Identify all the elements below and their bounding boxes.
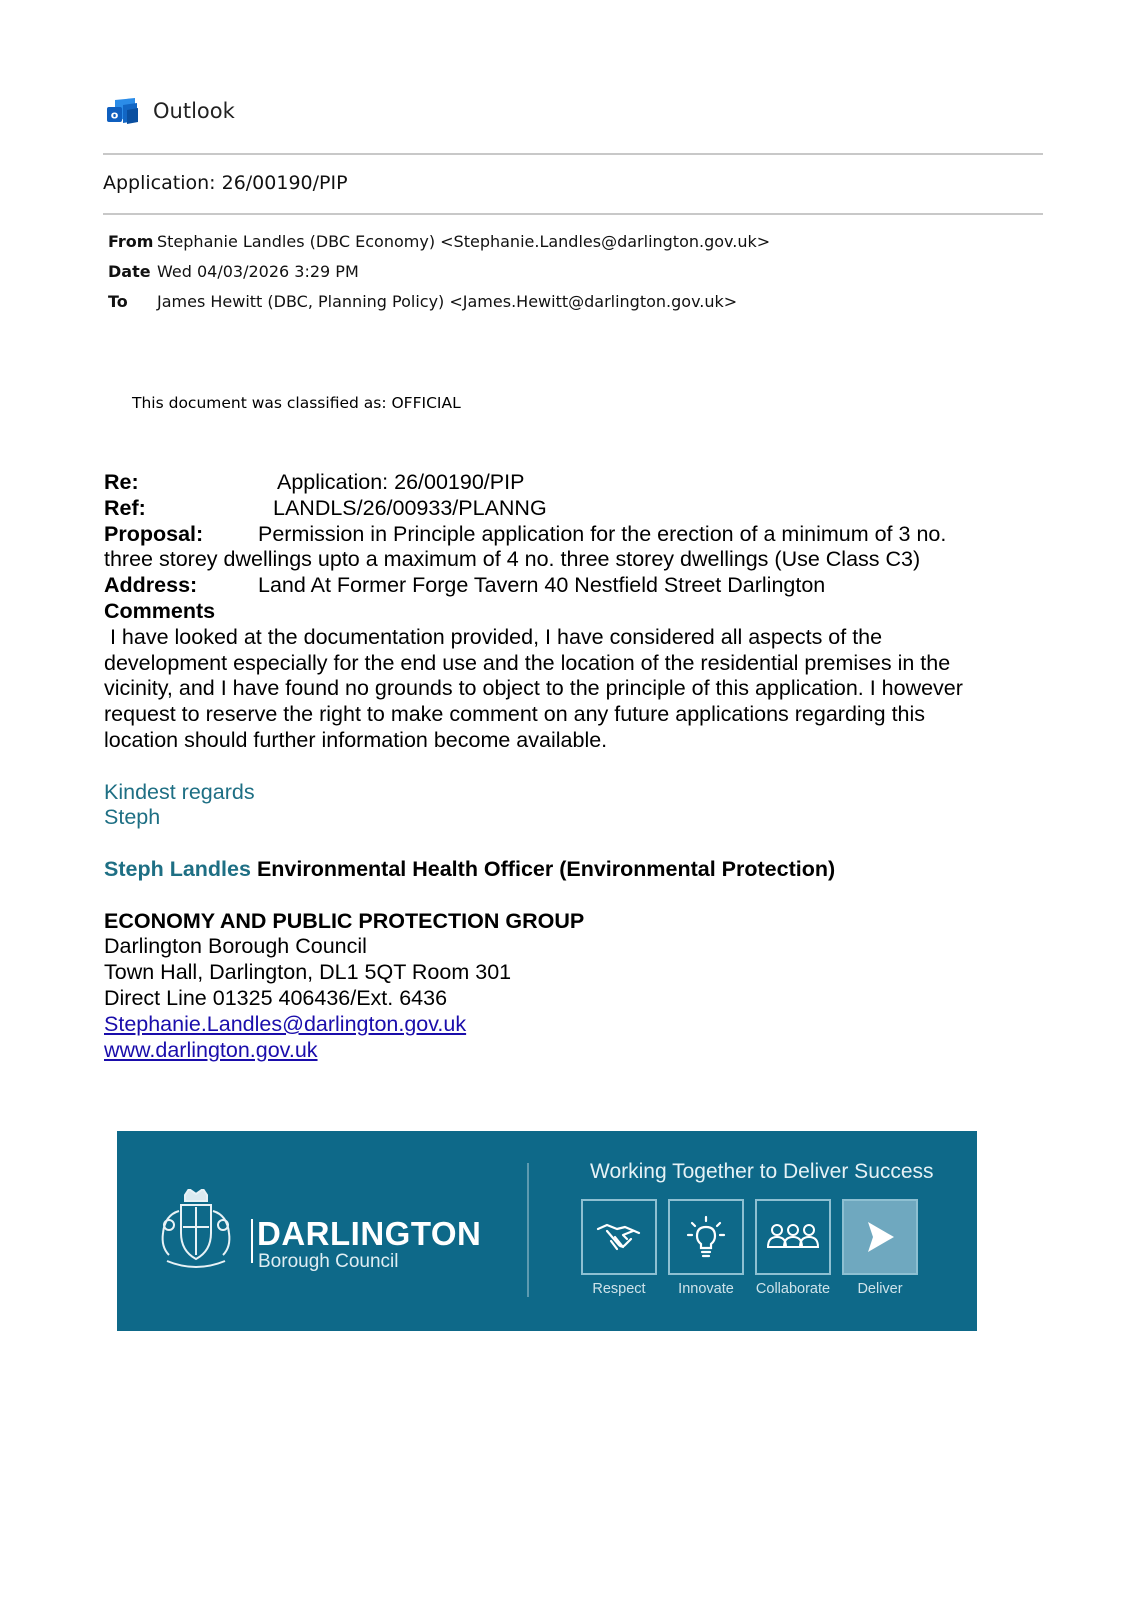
signature-name: Steph Landles — [104, 856, 251, 881]
address-value: Land At Former Forge Tavern 40 Nestfield Street Darlington — [258, 573, 826, 598]
classification-notice: This document was classified as: OFFICIAL — [132, 394, 461, 412]
address-label: Address: — [104, 573, 198, 598]
date-value: Wed 04/03/2026 3:29 PM — [157, 262, 359, 281]
signature-address: Town Hall, Darlington, DL1 5QT Room 301 — [104, 960, 512, 985]
to-row — [108, 292, 770, 322]
comments-line: location should further information become available. — [104, 727, 608, 752]
value-label: Innovate — [678, 1281, 734, 1297]
email-metadata — [108, 232, 770, 322]
comments-line: vicinity, and I have found no grounds to object to the principle of this application. I however — [104, 676, 963, 701]
comments-line: development especially for the end use and the location of the residential premises in the — [104, 650, 951, 675]
date-label: Date — [108, 262, 151, 281]
ref-value: LANDLS/26/00933/PLANNG — [273, 495, 547, 520]
to-label: To — [108, 292, 128, 311]
date-row — [108, 262, 770, 292]
lightbulb-icon — [686, 1215, 726, 1259]
closing-line: Kindest regards — [104, 779, 255, 804]
proposal-value: Permission in Principle application for the erection of a minimum of 3 no. — [258, 521, 947, 546]
value-innovate — [666, 1199, 746, 1297]
signature-group: ECONOMY AND PUBLIC PROTECTION GROUP — [104, 908, 585, 933]
banner-separator — [527, 1163, 529, 1297]
brand-name: DARLINGTON — [257, 1215, 482, 1252]
proposal-value-continued: three storey dwellings upto a maximum of 4 no. three storey dwellings (Use Class C3) — [104, 547, 921, 572]
email-subject: Application: 26/00190/PIP — [103, 172, 348, 194]
comments-line: I have looked at the documentation provided, I have considered all aspects of the — [104, 624, 883, 649]
email-body — [104, 470, 1034, 1063]
from-value[interactable]: Stephanie Landles (DBC Economy) <Stephanie.Landles@darlington.gov.uk> — [157, 232, 771, 251]
ref-label: Ref: — [104, 495, 146, 520]
value-label: Respect — [592, 1281, 646, 1297]
re-value: Application: 26/00190/PIP — [277, 470, 525, 494]
header-divider — [103, 153, 1043, 155]
from-label: From — [108, 232, 154, 251]
handshake-icon — [595, 1217, 643, 1257]
to-value[interactable]: James Hewitt (DBC, Planning Policy) <James.Hewitt@darlington.gov.uk> — [157, 292, 738, 311]
signature-title: Environmental Health Officer (Environmental Protection) — [256, 856, 836, 881]
value-collaborate — [753, 1199, 833, 1297]
re-label: Re: — [104, 470, 139, 494]
banner-tagline: Working Together to Deliver Success — [590, 1160, 934, 1183]
proposal-label: Proposal: — [104, 521, 204, 546]
website-link[interactable]: www.darlington.gov.uk — [104, 1037, 318, 1062]
signoff-name: Steph — [104, 805, 161, 830]
signature-email-link[interactable]: Stephanie.Landles@darlington.gov.uk — [104, 1011, 467, 1036]
signature-phone: Direct Line 01325 406436/Ext. 6436 — [104, 985, 448, 1010]
value-respect — [579, 1199, 659, 1297]
signature-org: Darlington Borough Council — [104, 934, 367, 959]
people-group-icon — [765, 1221, 821, 1253]
app-name: Outlook — [153, 99, 235, 123]
council-crest-icon — [155, 1189, 237, 1275]
from-row — [108, 232, 770, 262]
value-deliver — [840, 1199, 920, 1297]
value-label: Deliver — [857, 1281, 903, 1297]
brand-divider — [251, 1219, 253, 1263]
svg-text:o: o — [110, 108, 119, 122]
play-arrow-icon — [862, 1219, 898, 1255]
comments-line: request to reserve the right to make comment on any future applications regarding this — [104, 702, 926, 727]
outlook-logo-icon — [107, 96, 139, 126]
value-label: Collaborate — [755, 1281, 831, 1297]
app-header — [107, 96, 235, 126]
subject-divider — [103, 213, 1043, 215]
council-banner — [117, 1131, 977, 1331]
comments-label: Comments — [104, 598, 216, 623]
brand-subtitle: Borough Council — [258, 1251, 399, 1272]
